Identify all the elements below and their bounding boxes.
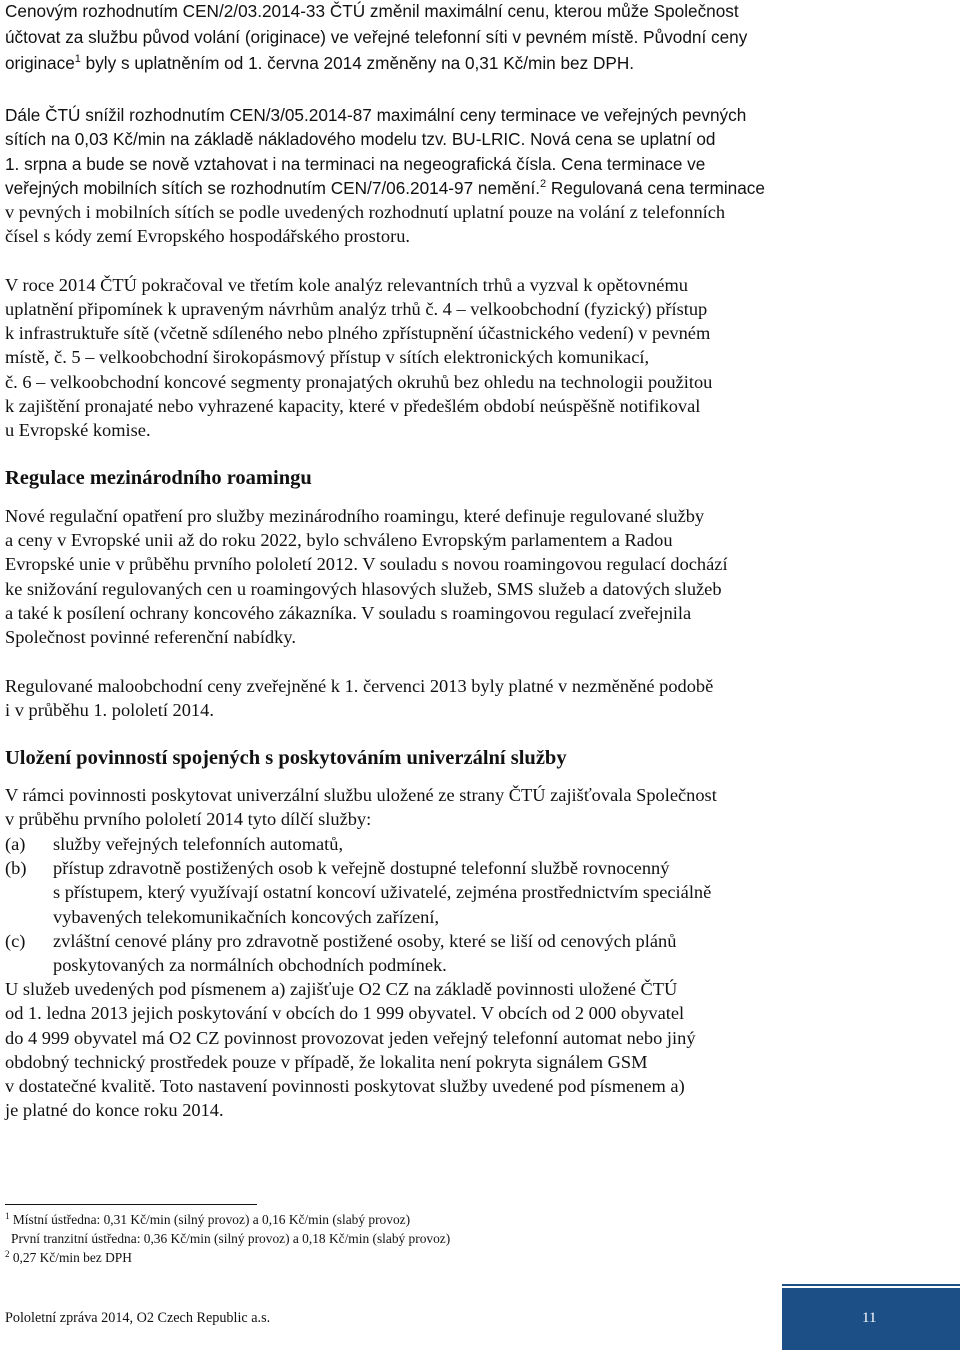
paragraph-line: Společnost povinné referenční nabídky. xyxy=(5,627,296,647)
footnote-mark: 2 xyxy=(540,178,547,190)
list-text: služby veřejných telefonních automatů, xyxy=(53,834,344,854)
paragraph-line: místě, č. 5 – velkoobchodní širokopásmový přístup v sítích elektronických komunikací, xyxy=(5,347,650,367)
paragraph-line: je platné do konce roku 2014. xyxy=(5,1100,224,1120)
paragraph-line: V rámci povinnosti poskytovat univerzální službu uložené ze strany ČTÚ zajišťovala Společnost xyxy=(5,785,717,805)
paragraph-line: Evropské unie v průběhu prvního pololetí 2012. V souladu s novou roamingovou regulací dochází xyxy=(5,554,728,574)
footnote xyxy=(5,1212,410,1228)
footnote-mark: 1 xyxy=(74,53,81,65)
paragraph-line: 1. srpna a bude se nově vztahovat i na terminaci na negeografická čísla. Cena terminace ve xyxy=(5,154,706,174)
footnote xyxy=(5,1250,132,1266)
section-heading: Regulace mezinárodního roamingu xyxy=(5,467,312,489)
footnote-text: Místní ústředna: 0,31 Kč/min (silný provoz) a 0,16 Kč/min (slabý provoz) xyxy=(12,1212,411,1227)
list-text: zvláštní cenové plány pro zdravotně postižené osoby, které se liší od cenových plánů xyxy=(53,931,677,951)
paragraph-line: ke snižování regulovaných cen u roamingových hlasových služeb, SMS služeb a datových služeb xyxy=(5,579,722,599)
list-item-continuation: vybavených telekomunikačních koncových zařízení, xyxy=(53,907,440,927)
text-span: veřejných mobilních sítích se rozhodnutím CEN/7/06.2014-97 nemění. xyxy=(5,178,541,198)
paragraph-line: čísel s kódy zemí Evropského hospodářského prostoru. xyxy=(5,226,411,246)
paragraph-line: v průběhu prvního pololetí 2014 tyto dílčí služby: xyxy=(5,809,372,829)
footnote-text: 0,27 Kč/min bez DPH xyxy=(12,1250,132,1265)
paragraph-line: Dále ČTÚ snížil rozhodnutím CEN/3/05.2014-87 maximální ceny terminace ve veřejných pevných xyxy=(5,105,747,125)
paragraph-line: č. 6 – velkoobchodní koncové segmenty pronajatých okruhů bez ohledu na technologii použitou xyxy=(5,372,713,392)
footnote-divider xyxy=(5,1204,257,1205)
footnote-mark: 2 xyxy=(5,1249,10,1259)
paragraph-line: v dostatečné kvalitě. Toto nastavení povinnosti poskytovat služby uvedené pod písmenem a) xyxy=(5,1076,685,1096)
footnote-text: První tranzitní ústředna: 0,36 Kč/min (silný provoz) a 0,18 Kč/min (slabý provoz) xyxy=(11,1231,451,1246)
paragraph-line: v pevných i mobilních sítích se podle uvedených rozhodnutí uplatní pouze na volání z telefonních xyxy=(5,202,726,222)
section-heading: Uložení povinností spojených s poskytováním univerzální služby xyxy=(5,747,567,769)
list-text: přístup zdravotně postižených osob k veřejně dostupné telefonní službě rovnocenný xyxy=(53,858,670,878)
list-label: (b) xyxy=(5,858,27,878)
list-label: (a) xyxy=(5,834,26,854)
paragraph-line: a také k posílení ochrany koncového zákazníka. V souladu s roamingovou regulací zveřejnila xyxy=(5,603,692,623)
list-item xyxy=(5,833,343,855)
paragraph-line: Cenovým rozhodnutím CEN/2/03.2014-33 ČTÚ změnil maximální cenu, kterou může Společnost xyxy=(5,1,739,21)
paragraph-line: Regulované maloobchodní ceny zveřejněné k 1. červenci 2013 byly platné v nezměněné podobě xyxy=(5,676,714,696)
footer-accent-line xyxy=(782,1284,960,1286)
paragraph-line: do 4 999 obyvatel má O2 CZ povinnost provozovat jeden veřejný telefonní automat nebo jiný xyxy=(5,1028,696,1048)
paragraph-line: sítích na 0,03 Kč/min na základě nákladového modelu tzv. BU-LRIC. Nová cena se uplatní od xyxy=(5,129,716,149)
list-item-continuation: s přístupem, který využívají ostatní koncoví uživatelé, zejména prostřednictvím speciálně xyxy=(53,882,712,902)
list-item xyxy=(5,857,669,879)
paragraph-line: u Evropské komise. xyxy=(5,420,151,440)
list-item-continuation: poskytovaných za normálních obchodních podmínek. xyxy=(53,955,447,975)
footnote xyxy=(11,1231,450,1247)
paragraph-line: uplatnění připomínek k upraveným návrhům analýz trhů č. 4 – velkoobchodní (fyzický) přístup xyxy=(5,299,708,319)
paragraph-line: k infrastruktuře sítě (včetně sdíleného nebo plného zpřístupnění účastnického vedení) v pevném xyxy=(5,323,711,343)
paragraph-line xyxy=(5,177,765,199)
paragraph-line: obdobný technický prostředek pouze v případě, že lokalita není pokryta signálem GSM xyxy=(5,1052,648,1072)
paragraph-line: k zajištění pronajaté nebo vyhrazené kapacity, které v předešlém období neúspěšně notifikoval xyxy=(5,396,701,416)
footnote-mark: 1 xyxy=(5,1211,10,1221)
paragraph-line: V roce 2014 ČTÚ pokračoval ve třetím kole analýz relevantních trhů a vyzval k opětovnému xyxy=(5,275,688,295)
paragraph-line: Nové regulační opatření pro služby mezinárodního roamingu, které definuje regulované služby xyxy=(5,506,705,526)
list-item xyxy=(5,930,676,952)
paragraph-line: od 1. ledna 2013 jejich poskytování v obcích do 1 999 obyvatel. V obcích od 2 000 obyvatel xyxy=(5,1003,685,1023)
page-number: 11 xyxy=(862,1310,877,1326)
paragraph-line xyxy=(5,52,634,74)
footer-document-title: Pololetní zpráva 2014, O2 Czech Republic a.s. xyxy=(5,1310,271,1326)
paragraph-line: i v průběhu 1. pololetí 2014. xyxy=(5,700,214,720)
paragraph-line: účtovat za službu původ volání (originace) ve veřejné telefonní síti v pevném místě. Původní ceny xyxy=(5,27,748,47)
text-span: originace xyxy=(5,53,75,73)
text-span: Regulovaná cena terminace xyxy=(550,178,765,198)
paragraph-line: U služeb uvedených pod písmenem a) zajišťuje O2 CZ na základě povinnosti uložené ČTÚ xyxy=(5,979,678,999)
list-label: (c) xyxy=(5,931,26,951)
paragraph-line: a ceny v Evropské unii až do roku 2022, bylo schváleno Evropským parlamentem a Radou xyxy=(5,530,673,550)
text-span: byly s uplatněním od 1. června 2014 změněny na 0,31 Kč/min bez DPH. xyxy=(85,53,635,73)
